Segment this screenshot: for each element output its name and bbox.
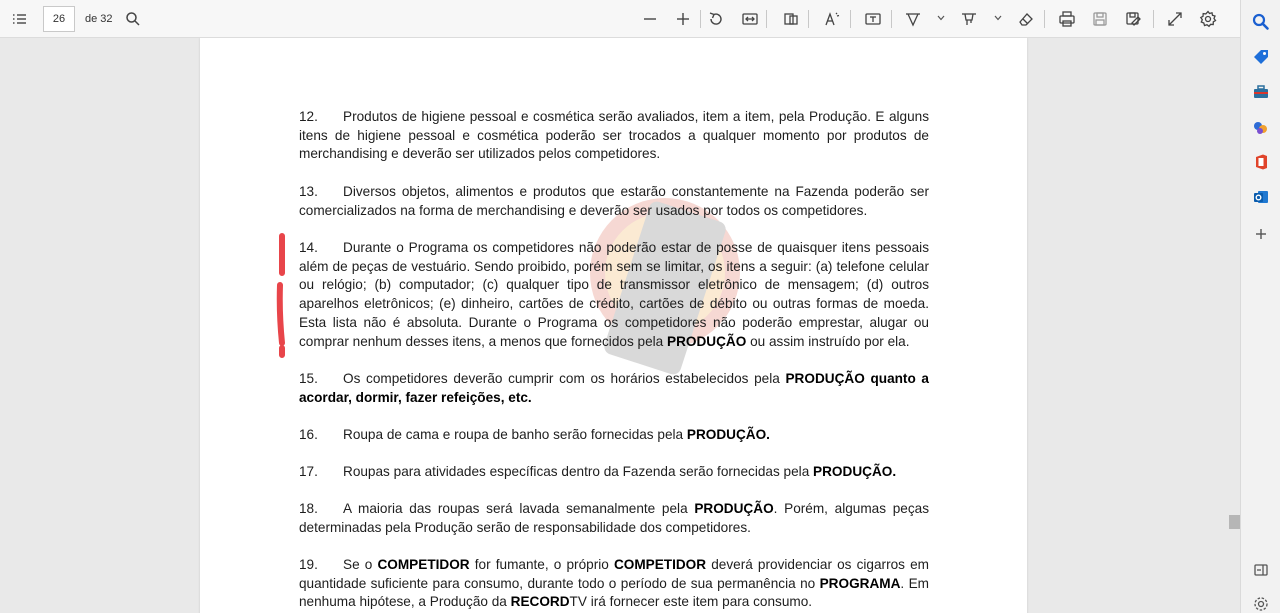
outlook-icon[interactable] [1252, 188, 1270, 206]
paragraph-12: 12. Produtos de higiene pessoal e cosmética serão avaliados, item a item, pela Produção. E alguns itens de higiene pessoal e cosmética poderão ser trocados a qualquer momento por produtos de merchandising e deverão ser utilizados pelos competidores. [299, 109, 929, 162]
print-icon[interactable] [1055, 7, 1079, 31]
red-annotation-mark [272, 233, 292, 358]
tag-icon[interactable] [1252, 48, 1270, 66]
office-icon[interactable] [1252, 153, 1270, 171]
browser-sidebar [1240, 0, 1280, 613]
search-icon[interactable] [121, 7, 145, 31]
contents-icon[interactable] [8, 7, 32, 31]
highlight-icon[interactable] [957, 7, 981, 31]
draw-icon[interactable] [901, 7, 925, 31]
save-as-icon[interactable] [1121, 7, 1145, 31]
save-icon[interactable] [1088, 7, 1112, 31]
text-icon[interactable] [861, 7, 885, 31]
paragraph-14: 14. Durante o Programa os competidores não poderão estar de posse de quaisquer itens pessoais além de peças de vestuário. Sendo proibido, porém sem se limitar, os itens a seguir: (a) telefone celular ou relógio; (b) computador; (c) qualquer tipo de transmissor eletrônico de mensagem; (d) outros aparelhos eletrônicos; (e) dinheiro, cartões de crédito, cartões de débito ou outras formas de moeda. Esta lista não é absoluta. Durante o Programa os competidores não poderão emprestar, alugar ou comprar nenhum desses itens, a menos que fornecidos pela PRODUÇÃO ou assim instruído por ela. [299, 240, 929, 349]
add-icon[interactable] [1252, 225, 1270, 243]
sidebar-settings-icon[interactable] [1252, 595, 1270, 613]
paragraph-17: 17. Roupas para atividades específicas dentro da Fazenda serão fornecidas pela PRODUÇÃO. [299, 464, 897, 479]
chevron-down-icon[interactable] [993, 13, 1003, 23]
fullscreen-icon[interactable] [1163, 7, 1187, 31]
scrollbar-thumb[interactable] [1229, 515, 1240, 529]
settings-icon[interactable] [1196, 7, 1220, 31]
sidebar-toggle-icon[interactable] [1252, 561, 1270, 579]
paragraph-13: 13. Diversos objetos, alimentos e produtos que estarão constantemente na Fazenda poderão ser comercializados na forma de merchandising e deverão ser usados por todos os competidores. [299, 184, 929, 218]
paragraph-18: 18. A maioria das roupas será lavada semanalmente pela PRODUÇÃO. Porém, algumas peças determinadas pela Produção serão de responsabilidade dos competidores. [299, 501, 930, 535]
rotate-icon[interactable] [704, 7, 728, 31]
read-aloud-icon[interactable] [821, 7, 845, 31]
erase-icon[interactable] [1014, 7, 1038, 31]
games-icon[interactable] [1252, 118, 1270, 136]
paragraph-19: 19. Se o COMPETIDOR for fumante, o próprio COMPETIDOR deverá providenciar os cigarros em quantidade suficiente para consumo, durante todo o período de sua permanência no PROGRAMA. Em nenhuma hipótese, a Produção da RECORDTV irá fornecer este item para consumo. [299, 557, 929, 610]
toolbox-icon[interactable] [1252, 83, 1270, 101]
paragraph-15: 15. Os competidores deverão cumprir com os horários estabelecidos pela PRODUÇÃO quanto a acordar, dormir, fazer refeições, etc. [299, 371, 929, 405]
zoom-out-icon[interactable] [638, 7, 662, 31]
fit-width-icon[interactable] [738, 7, 762, 31]
search-icon[interactable] [1252, 13, 1270, 31]
page-total-label: de 32 [85, 13, 113, 25]
page-view-icon[interactable] [779, 7, 803, 31]
page-number-input[interactable]: 26 [43, 6, 75, 32]
pdf-page [200, 38, 1027, 613]
pdf-toolbar [0, 0, 1240, 38]
chevron-down-icon[interactable] [936, 13, 946, 23]
paragraph-16: 16. Roupa de cama e roupa de banho serão fornecidas pela PRODUÇÃO. [299, 427, 770, 442]
zoom-in-icon[interactable] [671, 7, 695, 31]
document-viewer[interactable] [0, 38, 1240, 613]
